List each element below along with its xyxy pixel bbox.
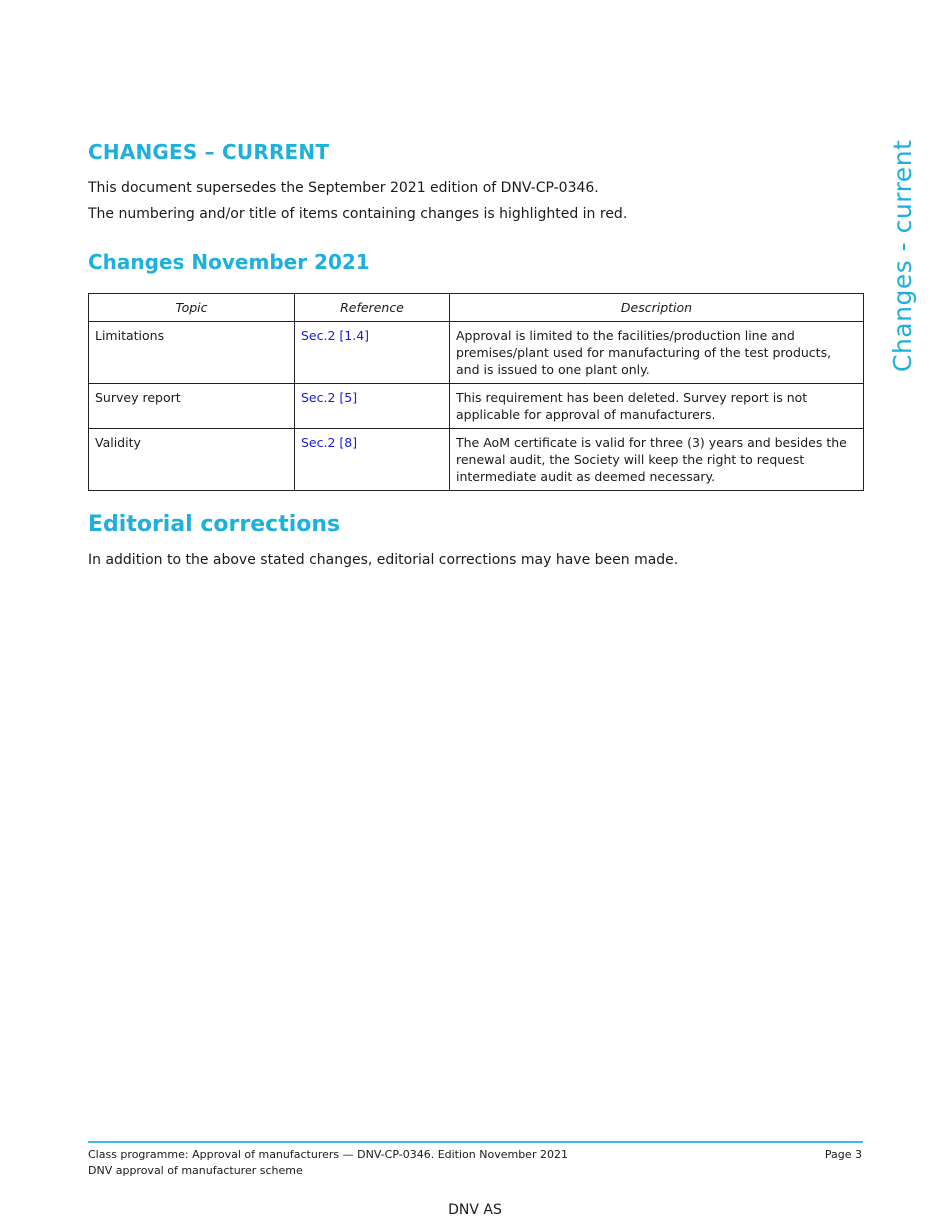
intro-supersedes: This document supersedes the September 2021 edition of DNV-CP-0346. <box>88 180 599 196</box>
cell-reference-link[interactable]: Sec.2 [8] <box>295 429 450 491</box>
footer-divider <box>88 1141 863 1143</box>
cell-reference-link[interactable]: Sec.2 [1.4] <box>295 322 450 384</box>
footer-scheme-name: DNV approval of manufacturer scheme <box>88 1164 303 1177</box>
table-header-row <box>89 294 864 322</box>
cell-description: Approval is limited to the facilities/production line and premises/plant used for manufacturing of the test products, and is issued to one plant only. <box>450 322 864 384</box>
footer-info <box>88 1147 568 1179</box>
cell-topic: Survey report <box>89 384 295 429</box>
page-title: CHANGES – CURRENT <box>88 140 330 164</box>
cell-reference-link[interactable]: Sec.2 [5] <box>295 384 450 429</box>
cell-description: This requirement has been deleted. Survey report is not applicable for approval of manufacturers. <box>450 384 864 429</box>
table-row <box>89 322 864 384</box>
column-header-description: Description <box>450 294 864 322</box>
table-row <box>89 429 864 491</box>
table-row <box>89 384 864 429</box>
editorial-heading: Editorial corrections <box>88 512 341 537</box>
column-header-topic: Topic <box>89 294 295 322</box>
side-tab-label: Changes - current <box>888 139 917 372</box>
editorial-text: In addition to the above stated changes, editorial corrections may have been made. <box>88 552 679 568</box>
cell-description: The AoM certificate is valid for three (3) years and besides the renewal audit, the Society will keep the right to request intermediate audit as deemed necessary. <box>450 429 864 491</box>
column-header-reference: Reference <box>295 294 450 322</box>
changes-heading: Changes November 2021 <box>88 250 370 274</box>
page-number: Page 3 <box>824 1148 862 1161</box>
publisher-name: DNV AS <box>448 1202 502 1218</box>
footer-document-title: Class programme: Approval of manufacturers — DNV-CP-0346. Edition November 2021 <box>88 1148 568 1161</box>
cell-topic: Limitations <box>89 322 295 384</box>
intro-highlight-note: The numbering and/or title of items containing changes is highlighted in red. <box>88 206 628 222</box>
changes-table <box>88 293 864 491</box>
cell-topic: Validity <box>89 429 295 491</box>
